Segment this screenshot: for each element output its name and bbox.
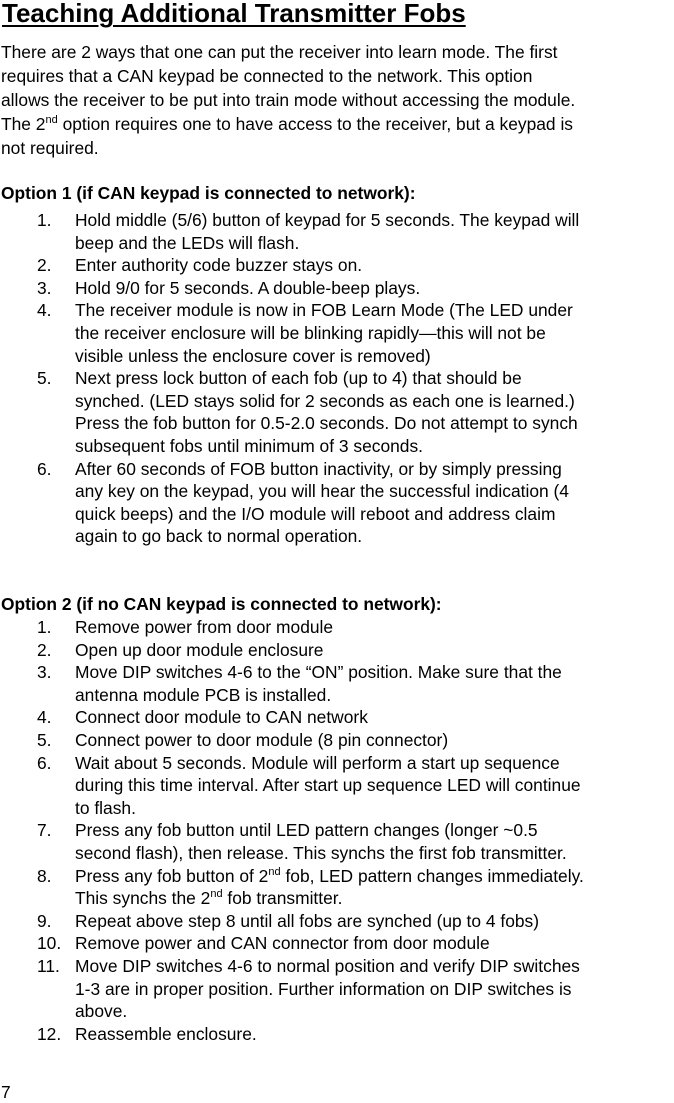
step-text: Press any fob button until LED pattern changes (longer ~0.5 <box>75 820 538 841</box>
step-text: Move DIP switches 4-6 to normal position and verify DIP switches <box>75 955 580 976</box>
list-item <box>0 367 674 457</box>
list-item <box>0 955 674 1023</box>
intro-line <box>1 112 674 136</box>
list-item <box>0 752 674 820</box>
option2-steps <box>0 616 674 1045</box>
ordinal-suffix: nd <box>210 888 223 901</box>
step-number: 3. <box>37 277 52 298</box>
step-number: 8. <box>37 865 52 886</box>
step-number: 1. <box>37 617 52 637</box>
step-number: 2. <box>37 255 52 276</box>
step-text: subsequent fobs until minimum of 3 seconds. <box>75 435 423 456</box>
intro-text: option requires one to have access to the receiver, but a keypad is <box>57 114 573 134</box>
list-item <box>0 277 674 300</box>
step-text-part: fob transmitter. <box>222 888 343 909</box>
step-text: Remove power from door module <box>75 617 334 637</box>
step-text-part: This synchs the 2 <box>75 888 211 909</box>
step-text: beep and the LEDs will flash. <box>75 232 300 253</box>
step-number: 11. <box>37 955 60 976</box>
step-text: Move DIP switches 4-6 to the “ON” position. Make sure that the <box>75 662 562 683</box>
step-text: 1-3 are in proper position. Further information on DIP switches is <box>75 978 572 999</box>
option2-heading: Option 2 (if no CAN keypad is connected to network): <box>1 594 442 614</box>
step-text: visible unless the enclosure cover is removed) <box>75 345 431 366</box>
step-text: Next press lock button of each fob (up to 4) that should be <box>75 368 522 389</box>
step-text: Reassemble enclosure. <box>75 1023 257 1044</box>
step-number: 4. <box>37 300 52 321</box>
step-text: Press the fob button for 0.5-2.0 seconds. Do not attempt to synch <box>75 413 578 434</box>
step-text-part: fob, LED pattern changes immediately. <box>280 865 584 886</box>
step-text: Remove power and CAN connector from door module <box>75 933 490 954</box>
list-item <box>0 910 674 933</box>
step-text-part: Press any fob button of 2 <box>75 865 269 886</box>
step-text: during this time interval. After start up sequence LED will continue <box>75 775 581 796</box>
step-text <box>75 865 674 888</box>
list-item <box>0 932 674 955</box>
step-text: Enter authority code buzzer stays on. <box>75 255 363 276</box>
intro-line: requires that a CAN keypad be connected to the network. This option <box>1 66 533 86</box>
step-text: Repeat above step 8 until all fobs are synched (up to 4 fobs) <box>75 910 540 931</box>
step-number: 6. <box>37 458 52 479</box>
step-number: 1. <box>37 210 52 230</box>
intro-line: There are 2 ways that one can put the receiver into learn mode. The first <box>1 42 558 62</box>
step-number: 10. <box>37 933 62 954</box>
step-text: Connect power to door module (8 pin connector) <box>75 729 449 750</box>
step-text: quick beeps) and the I/O module will reboot and address claim <box>75 503 556 524</box>
step-text: second flash), then release. This synchs the first fob transmitter. <box>75 842 567 863</box>
option1-heading: Option 1 (if CAN keypad is connected to network): <box>1 183 416 203</box>
step-text <box>75 887 674 910</box>
list-item <box>0 819 674 864</box>
ordinal-suffix: nd <box>45 114 58 126</box>
intro-line: allows the receiver to be put into train mode without accessing the module. <box>1 90 576 110</box>
list-item <box>0 729 674 752</box>
step-text: again to go back to normal operation. <box>75 526 363 547</box>
step-number: 12. <box>37 1023 62 1044</box>
step-number: 5. <box>37 729 52 750</box>
list-item <box>0 706 674 729</box>
intro-paragraph <box>1 40 674 160</box>
step-number: 9. <box>37 910 52 931</box>
ordinal-suffix: nd <box>268 865 281 878</box>
option1-steps <box>0 209 674 548</box>
step-number: 2. <box>37 639 52 660</box>
step-text: The receiver module is now in FOB Learn Mode (The LED under <box>75 300 573 321</box>
step-text: to flash. <box>75 797 136 818</box>
step-number: 3. <box>37 662 52 683</box>
step-number: 7. <box>37 820 52 841</box>
step-text: Wait about 5 seconds. Module will perform a start up sequence <box>75 752 560 773</box>
page-number: 7 <box>1 1082 11 1102</box>
intro-line: not required. <box>1 138 99 158</box>
step-text: Open up door module enclosure <box>75 639 324 660</box>
step-number: 4. <box>37 707 52 728</box>
list-item <box>0 1023 674 1046</box>
step-text: Hold middle (5/6) button of keypad for 5 seconds. The keypad will <box>75 210 580 230</box>
page-title: Teaching Additional Transmitter Fobs <box>2 0 466 28</box>
list-item <box>0 254 674 277</box>
intro-text: The 2 <box>1 114 46 134</box>
list-item <box>0 299 674 367</box>
step-text: After 60 seconds of FOB button inactivity, or by simply pressing <box>75 458 562 479</box>
step-text: antenna module PCB is installed. <box>75 684 332 705</box>
step-text: Hold 9/0 for 5 seconds. A double-beep plays. <box>75 277 421 298</box>
list-item <box>0 865 674 910</box>
list-item <box>0 209 674 254</box>
step-text: the receiver enclosure will be blinking rapidly—this will not be <box>75 322 546 343</box>
list-item <box>0 661 674 706</box>
list-item <box>0 616 674 639</box>
step-number: 6. <box>37 752 52 773</box>
step-text: any key on the keypad, you will hear the successful indication (4 <box>75 481 569 502</box>
list-item <box>0 639 674 662</box>
list-item <box>0 458 674 548</box>
step-text: Connect door module to CAN network <box>75 707 368 728</box>
step-text: above. <box>75 1001 128 1022</box>
step-number: 5. <box>37 368 52 389</box>
step-text: synched. (LED stays solid for 2 seconds as each one is learned.) <box>75 390 575 411</box>
